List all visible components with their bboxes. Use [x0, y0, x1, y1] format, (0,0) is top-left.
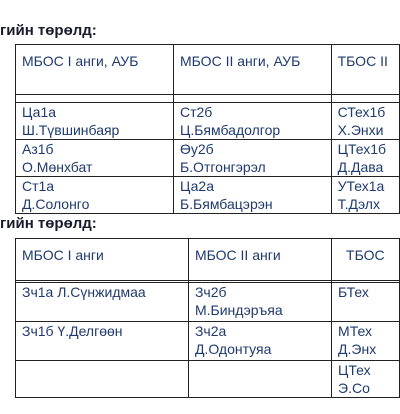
table-cell: Өу2б Б.Отгонгэрэл	[173, 140, 331, 177]
header-cell: МБОС I анги	[16, 239, 189, 281]
table-cell: Ца1а Ш.Түвшинбаяр	[16, 103, 174, 140]
table-cell	[16, 361, 189, 398]
table-cell: Зч2б М.Биндэръяа	[188, 283, 331, 322]
table-cell: ЦТех1б Д.Дава	[331, 140, 399, 177]
section-heading: гийн төрөлд:	[0, 22, 97, 39]
table-cell: Зч1б Ү.Делгөөн	[16, 322, 189, 361]
header-cell: ТБОС II	[331, 45, 399, 95]
header-cell: МБОС II анги, АУБ	[173, 45, 331, 95]
table-cell: ЦТех Э.Со	[332, 361, 400, 398]
header-cell: МБОС I анги, АУБ	[16, 45, 174, 95]
header-cell: МБОС II анги	[188, 239, 331, 281]
assignment-table-2	[15, 238, 400, 398]
table-cell	[188, 361, 331, 398]
table-header-row	[16, 45, 400, 95]
table-cell: СТех1б Х.Энхи	[331, 103, 399, 140]
table-header-row	[16, 239, 400, 281]
table-cell: Ст2б Ц.Бямбадолгор	[173, 103, 331, 140]
assignment-table-1	[15, 44, 400, 214]
table-row	[16, 283, 400, 322]
table-cell: МТех Д.Энх	[332, 322, 400, 361]
table-cell: Зч1а Л.Сүнжидмаа	[16, 283, 189, 322]
table-row	[16, 103, 400, 140]
table-cell: Ца2а Б.Бямбацэрэн	[173, 177, 331, 214]
table-row	[16, 322, 400, 361]
table-row	[16, 177, 400, 214]
table-cell: Ст1а Д.Солонго	[16, 177, 174, 214]
section-heading: гийн төрөлд:	[0, 215, 97, 232]
table-cell: БТех	[332, 283, 400, 322]
table-cell: УТех1а Т.Дэлх	[331, 177, 399, 214]
spacer-row	[16, 95, 400, 103]
header-cell: ТБОС	[332, 239, 400, 281]
table-row	[16, 361, 400, 398]
table-cell: Аз1б О.Мөнхбат	[16, 140, 174, 177]
table-row	[16, 140, 400, 177]
table-cell: Зч2а Д.Одонтуяа	[188, 322, 331, 361]
